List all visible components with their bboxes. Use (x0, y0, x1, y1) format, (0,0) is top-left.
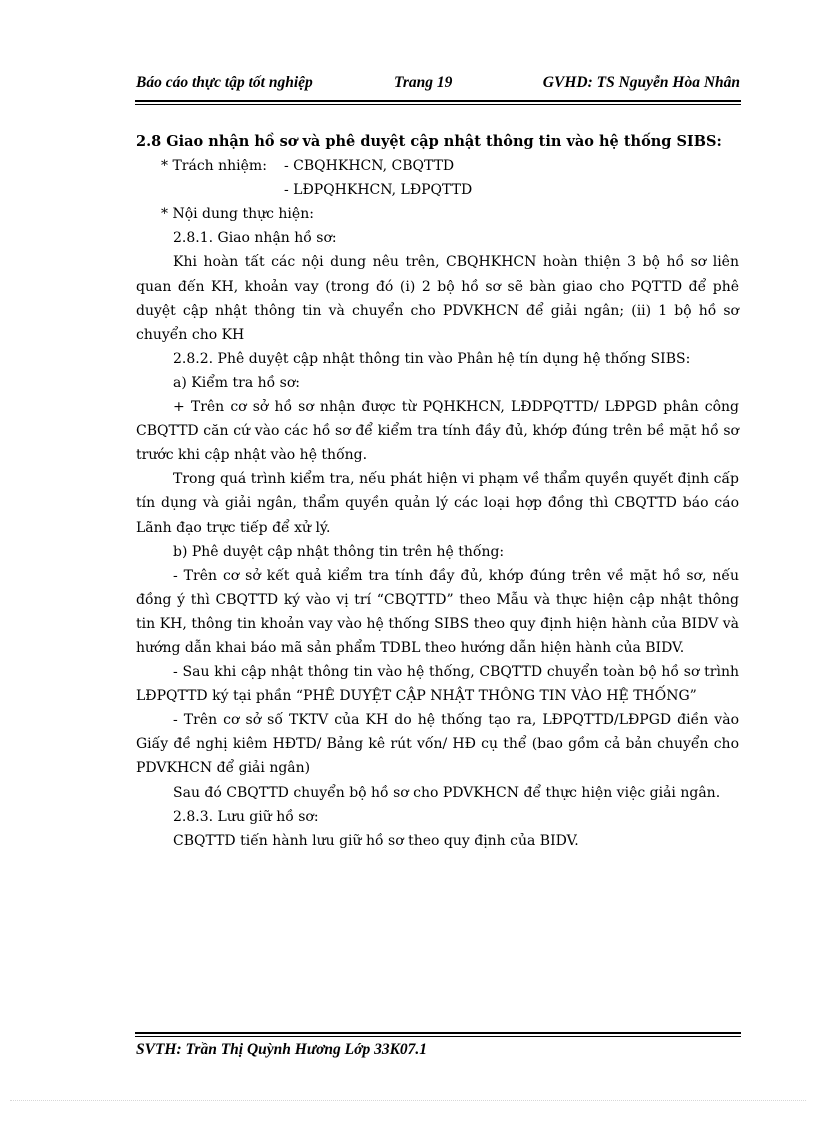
paragraph: - Trên cơ sở kết quả kiểm tra tính đầy đủ, khớp đúng trên về mặt hồ sơ, nếu đồng ý thì CBQTTD ký vào vị trí “CBQTTD” theo Mẫu và thực hiện cập nhật thông tin KH, thông tin khoản vay vào hệ thống SIBS theo quy định hiện hành của BIDV và hướng dẫn khai báo mã sản phẩm TDBL theo hướng dẫn hiện hành của BIDV. (136, 567, 739, 656)
page-footer: SVTH: Trần Thị Quỳnh Hương Lớp 33K07.1 (136, 1041, 428, 1058)
responsibility-row-1 (136, 154, 739, 178)
subsection-heading-2-8-1: 2.8.1. Giao nhận hồ sơ: (173, 230, 337, 247)
footer-rule-thin (135, 1036, 741, 1037)
paragraph: - Sau khi cập nhật thông tin vào hệ thống, CBQTTD chuyển toàn bộ hồ sơ trình LĐPQTTD ký tại phần “PHÊ DUYỆT CẬP NHẬT THÔNG TIN VÀO HỆ THỐNG” (136, 664, 739, 705)
responsibility-label: * Trách nhiệm: (161, 158, 267, 175)
responsibility-item-1: - CBQHKHCN, CBQTTD (284, 158, 455, 175)
subsection-heading-2-8-2: 2.8.2. Phê duyệt cập nhật thông tin vào Phân hệ tín dụng hệ thống SIBS: (173, 350, 691, 367)
paragraph: - Trên cơ sở số TKTV của KH do hệ thống tạo ra, LĐPQTTD/LĐPGD điền vào Giấy đề nghị kiêm HĐTD/ Bảng kê rút vốn/ HĐ cụ thể (bao gồm cả bản chuyển cho PDVKHCN để giải ngân) (136, 712, 739, 777)
responsibility-item-2: - LĐPQHKHCN, LĐPQTTD (284, 182, 473, 199)
footer-rule-thick (135, 1032, 741, 1034)
header-page-number: Trang 19 (394, 74, 453, 91)
header-report-title: Báo cáo thực tập tốt nghiệp (136, 74, 313, 91)
paragraph: Trong quá trình kiểm tra, nếu phát hiện vi phạm về thẩm quyền quyết định cấp tín dụng và giải ngân, thẩm quyền quản lý các loại hợp đồng thì CBQTTD báo cáo Lãnh đạo trực tiếp để xử lý. (136, 471, 739, 536)
paragraph: CBQTTD tiến hành lưu giữ hồ sơ theo quy định của BIDV. (173, 832, 579, 849)
document-body (136, 130, 739, 853)
content-label: * Nội dung thực hiện: (161, 206, 314, 223)
item-heading-a: a) Kiểm tra hồ sơ: (173, 374, 301, 391)
item-heading-b: b) Phê duyệt cập nhật thông tin trên hệ thống: (173, 543, 505, 560)
paragraph: + Trên cơ sở hồ sơ nhận được từ PQHKHCN, LĐDPQTTD/ LĐPGD phân công CBQTTD căn cứ vào các hồ sơ để kiểm tra tính đầy đủ, khớp đúng trên bề mặt hồ sơ trước khi cập nhật vào hệ thống. (136, 399, 739, 464)
responsibility-row-2 (136, 178, 739, 202)
header-supervisor: GVHD: TS Nguyễn Hòa Nhân (542, 74, 740, 91)
header-rule-thick (135, 100, 741, 102)
paragraph: Khi hoàn tất các nội dung nêu trên, CBQHKHCN hoàn thiện 3 bộ hồ sơ liên quan đến KH, khoản vay (trong đó (i) 2 bộ hồ sơ sẽ bàn giao cho PQTTD để phê duyệt cập nhật thông tin và chuyển cho PDVKHCN để giải ngân; (ii) 1 bộ hồ sơ chuyển cho KH (136, 254, 739, 343)
page-edge-divider (10, 1100, 806, 1101)
subsection-heading-2-8-3: 2.8.3. Lưu giữ hồ sơ: (173, 808, 319, 825)
page-header (136, 74, 740, 94)
header-rule-thin (135, 104, 741, 105)
paragraph: Sau đó CBQTTD chuyển bộ hồ sơ cho PDVKHCN để thực hiện việc giải ngân. (173, 784, 721, 801)
section-title: 2.8 Giao nhận hồ sơ và phê duyệt cập nhật thông tin vào hệ thống SIBS: (136, 133, 722, 150)
